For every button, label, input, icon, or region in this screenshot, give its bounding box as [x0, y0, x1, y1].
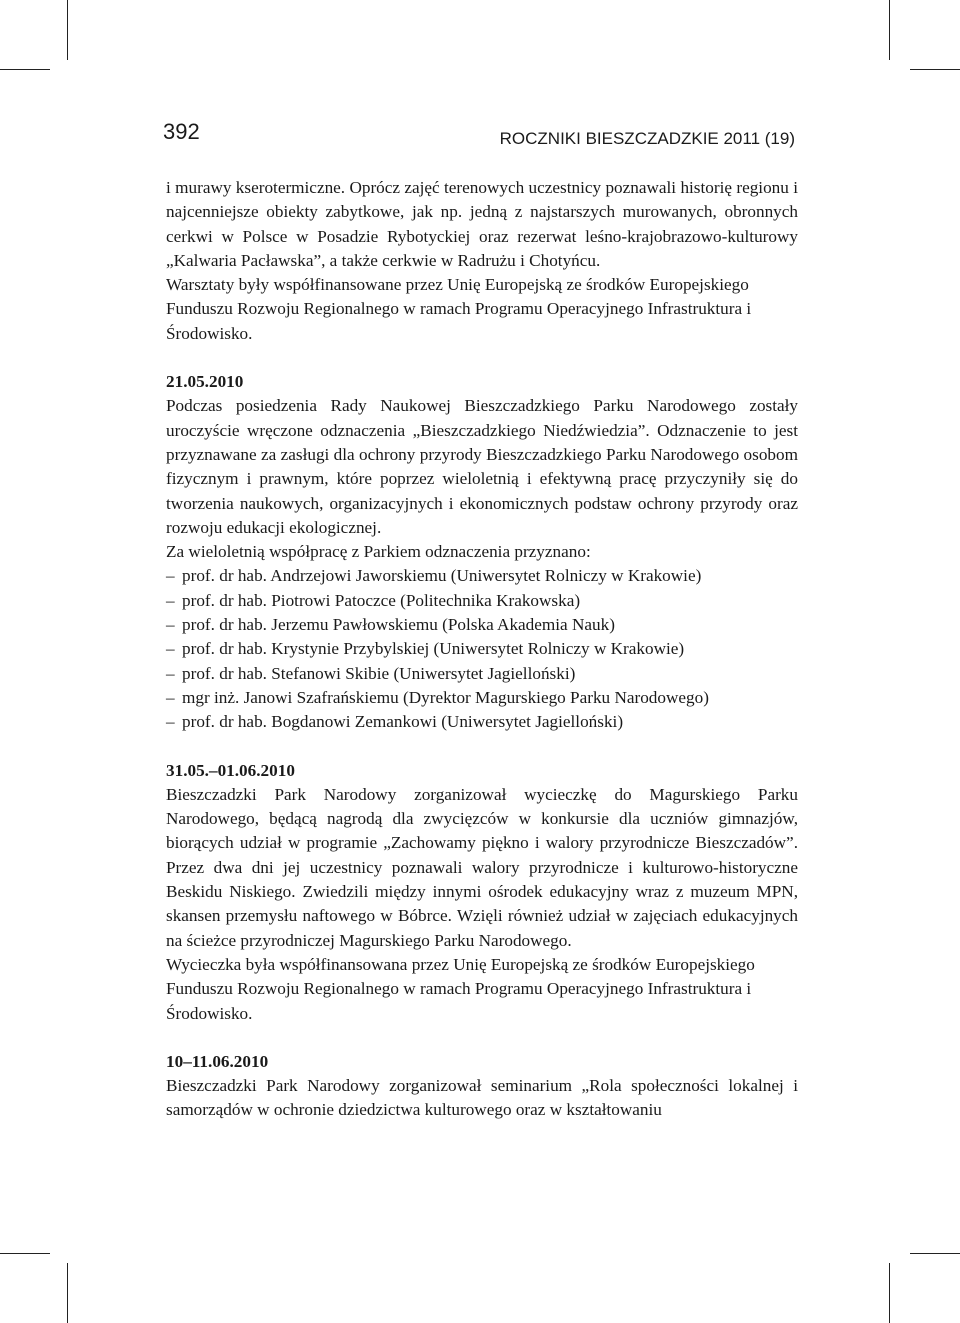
page-number: 392 — [163, 119, 200, 144]
entry-date: 10–11.06.2010 — [166, 1051, 269, 1071]
entry-31-05-2010 — [166, 759, 798, 1026]
page-body — [166, 176, 798, 1123]
page-header — [163, 119, 795, 159]
honorees-list — [166, 564, 798, 734]
honoree-item: – prof. dr hab. Stefanowi Skibie (Uniwersytet Jagielloński) — [166, 663, 576, 683]
crop-mark — [0, 1253, 50, 1254]
entry-funding-paragraph: Wycieczka była współfinansowana przez Unię Europejską ze środków Europejskiego Funduszu Rozwoju Regionalnego w ramach Programu Operacyjnego Infrastruktura i Środowisko. — [166, 954, 755, 1023]
honoree-item: – mgr inż. Janowi Szafrańskiemu (Dyrektor Magurskiego Parku Narodowego) — [166, 687, 709, 707]
intro-funding-paragraph: Warsztaty były współfinansowane przez Unię Europejską ze środków Europejskiego Funduszu Rozwoju Regionalnego w ramach Programu Operacyjnego Infrastruktura i Środowisko. — [166, 275, 752, 343]
crop-mark — [889, 1263, 890, 1323]
entry-paragraph: Podczas posiedzenia Rady Naukowej Bieszczadzkiego Parku Narodowego zostały uroczyście wręczone odznaczenia „Bieszczadzkiego Niedźwiedzia”. Odznaczenie to jest przyznawane za zasługi dla ochrony przyrody Bieszczadzkiego Parku Narodowego osobom fizycznym i prawnym, które poprzez wieloletnią i efektywną pracę przyczyniły się do tworzenia naukowych, organizacyjnych i ekonomicznych podstaw ochrony przyrody oraz rozwoju edukacji ekologicznej. — [166, 396, 798, 537]
crop-mark — [0, 69, 50, 70]
entry-10-06-2010 — [166, 1050, 798, 1123]
crop-mark — [67, 0, 68, 60]
entry-date: 21.05.2010 — [166, 372, 244, 392]
crop-mark — [889, 0, 890, 60]
honoree-item: – prof. dr hab. Bogdanowi Zemankowi (Uniwersytet Jagielloński) — [166, 712, 624, 732]
honorees-intro: Za wieloletnią współpracę z Parkiem odznaczenia przyznano: — [166, 542, 591, 562]
entry-paragraph: Bieszczadzki Park Narodowy zorganizował wycieczkę do Magurskiego Parku Narodowego, będącą nagrodą dla zwycięzców w konkursie dla uczniów gimnazjów, biorących udział w programie „Zachowamy piękno i walory przyrodnicze Bieszczadów”. Przez dwa dni jej uczestnicy poznawali walory przyrodnicze i kulturowo-historyczne Beskidu Niskiego. Zwiedzili między innymi ośrodek edukacyjny wraz z muzeum MPN, skansen przemysłu naftowego w Bóbrce. Wzięli również udział w zajęciach edukacyjnych na ścieżce przyrodniczej Magurskiego Parku Narodowego. — [166, 784, 798, 950]
honoree-item: – prof. dr hab. Piotrowi Patoczce (Politechnika Krakowska) — [166, 590, 581, 610]
crop-mark — [910, 69, 960, 70]
intro-paragraph: i murawy kserotermiczne. Oprócz zajęć terenowych uczestnicy poznawali historię regionu i najcenniejsze obiekty zabytkowe, jak np. jedną z najstarszych murowanych, obronnych cerkwi w Polsce w Posadzie Rybotyckiej oraz rezerwat leśno-krajobrazowo-kulturowy „Kalwaria Pacławska”, a także cerkwie w Radrużu i Chotyńcu. — [166, 178, 798, 270]
crop-mark — [67, 1263, 68, 1323]
honoree-item: – prof. dr hab. Andrzejowi Jaworskiemu (Uniwersytet Rolniczy w Krakowie) — [166, 566, 702, 586]
running-title: ROCZNIKI BIESZCZADZKIE 2011 (19) — [499, 129, 795, 148]
honoree-item: – prof. dr hab. Krystynie Przybylskiej (Uniwersytet Rolniczy w Krakowie) — [166, 639, 685, 659]
entry-date: 31.05.–01.06.2010 — [166, 760, 295, 780]
entry-paragraph: Bieszczadzki Park Narodowy zorganizował seminarium „Rola społeczności lokalnej i samorządów w ochronie dziedzictwa kulturowego oraz w kształtowaniu — [166, 1076, 798, 1120]
entry-21-05-2010 — [166, 370, 798, 734]
crop-mark — [910, 1253, 960, 1254]
honoree-item: – prof. dr hab. Jerzemu Pawłowskiemu (Polska Akademia Nauk) — [166, 615, 615, 635]
